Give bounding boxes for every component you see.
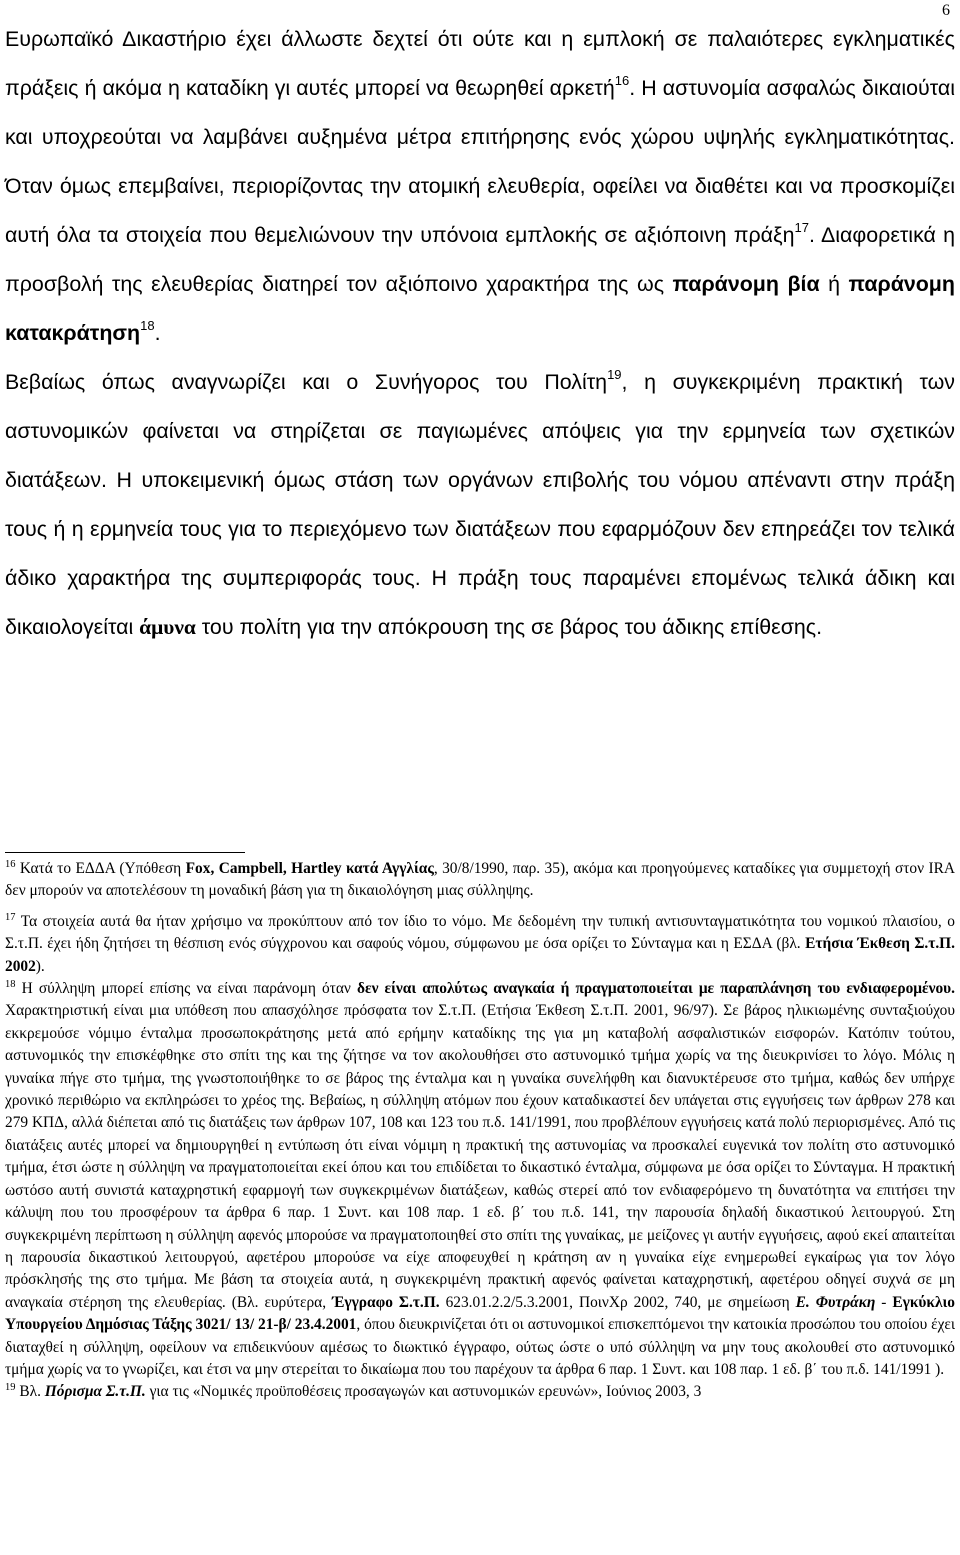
bold-term: παράνομη βία — [672, 272, 820, 296]
footnote-number: 17 — [5, 911, 16, 923]
text-run: Βεβαίως όπως αναγνωρίζει και ο Συνήγορος του Πολίτη — [5, 370, 608, 394]
text-run: , 30/8/1990, παρ. 35), ακόμα και προηγούμενες καταδίκες για συμμετοχή στον IRA δεν μπορούν να αποτελέσουν τη μοναδική βάση για τη δικαιολόγηση μιας σύλληψης. — [5, 860, 956, 900]
text-run: ). — [35, 957, 45, 975]
text-run: Βλ. — [15, 1383, 45, 1401]
text-run: , η συγκεκριμένη πρακτική των αστυνομικών φαίνεται να στηρίζεται σε παγιωμένες απόψεις για την ερμηνεία των σχετικών διατάξεων. Η υποκειμενική όμως στάση των οργάνων επιβολής του νόμου απέναντι στην πράξη τους ή η ερμηνεία τους για το περιεχόμενο των διατάξεων που εφαρμόζουν δεν επηρεάζει τον τελικά άδικο χαρακτήρα της συμπεριφοράς τους. Η πράξη τους παραμένει επομένως τελικά άδικη και δικαιολογείται — [5, 370, 955, 639]
footnote-17 — [5, 911, 955, 978]
text-run: . — [154, 321, 161, 345]
bold-term: παράνομη κατακράτηση — [5, 272, 955, 345]
footnote-number: 19 — [5, 1382, 16, 1394]
text-run: Ευρωπαϊκό Δικαστήριο έχει άλλωστε δεχτεί ότι ούτε και η εμπλοκή σε παλαιότερες εγκληματικές πράξεις ή ακόμα η καταδίκη γι αυτές μπορεί να θεωρηθεί αρκετή — [5, 27, 955, 100]
text-run: Χαρακτηριστική είναι μια υπόθεση που απασχόλησε πρόσφατα τον Σ.τ.Π. (Ετήσια Έκθεση Σ.τ.Π. 2001, 96/97). Σε βάρος ηλικιωμένης συνταξιούχου εκκρεμούσε νόμιμο ένταλμα προσωποκράτησης μετά από ερήμην καταδίκης της για μη καταβολή ασφαλιστικών εισφορών. Κατόπιν τούτου, αστυνομικός την επισκέφθηκε στο σπίτι της και της ζήτησε να τον ακολουθήσει στο αστυνομικό τμήμα χωρίς να της διευκρινίσει το λόγο. Μόλις η γυναίκα πήγε στο τμήμα, της γνωστοποιήθηκε το σε βάρος της ένταλμα και η γυναίκα συνελήφθη και διανυκτέρευσε στο τμήμα, καθώς δεν υπήρχε χρονικό περιθώριο να εκπληρώσει το χρέος της. Βεβαίως, η σύλληψη ατόμων που έχουν καταδικαστεί δεν υπάγεται στις εγγυήσεις των άρθρων 278 και 279 ΚΠΔ, αλλά διέπεται από τις διατάξεις των άρθρων 107, 108 και 123 του π.δ. 141/1991, που προβλέπουν εγγυήσεις κατά πολύ περιορισμένες. Από τις διατάξεις αυτές μπορεί να δημιουργηθεί η εντύπωση ότι είναι νόμιμη η πρακτική της αστυνομίας να προσκαλεί ευγενικά τον πολίτη στο αστυνομικό τμήμα, έτσι ώστε η σύλληψη να πραγματοποιείται εκεί όπου και του επιδίδεται το δικαστικό ένταλμα, σύμφωνα με όσα ορίζει το Σύνταγμα. Η πρακτική ωστόσο αυτή συνιστά καταχρηστική εφαρμογή των συγκεκριμένων διατάξεων, καθώς στερεί από τον ενδιαφερόμενο τη δυνατότητα να επιτήσει την κάλυψη που του προσφέρουν τα άρθρα 6 παρ. 1 Συντ. και 108 παρ. 1 εδ. β΄ του π.δ. 141, την παρουσία δηλαδή δικαστικού λειτουργού. Στη συγκεκριμένη περίπτωση η σύλληψη αφενός μπορούσε να πραγματοποιηθεί στο σπίτι της γυναίκας, με μείζονες γι αυτήν εγγυήσεις, αφού εκεί απαιτείται η παρουσία δικαστικού λειτουργού, αφετέρου μπορούσε να είχε αποφευχθεί η κράτηση αν η γυναίκα είχε ενημερωθεί εγκαίρως για τον λόγο πρόσκλησής της στο τμήμα. Με βάση τα στοιχεία αυτά, η συγκεκριμένη πρακτική αφενός φαίνεται καταχρηστική, αφετέρου οδηγεί συχνά σε μη αναγκαία στέρηση της ελευθερίας. (Βλ. ευρύτερα, — [5, 1002, 955, 1311]
footnote-number: 16 — [5, 858, 16, 870]
text-run: Η σύλληψη μπορεί επίσης να είναι παράνομη όταν — [15, 980, 357, 998]
text-run: ή — [819, 272, 849, 296]
text-run: Κατά το ΕΔΔΑ (Υπόθεση — [15, 860, 186, 877]
page-number: 6 — [942, 2, 950, 19]
text-run: για τις «Νομικές προϋποθέσεις προσαγωγών και αστυνομικών ερευνών», Ιούνιος 2003, 3 — [145, 1383, 702, 1401]
text-run: . Η αστυνομία ασφαλώς δικαιούται και υποχρεούται να λαμβάνει αυξημένα μέτρα επιτήρησης ενός χώρου υψηλής εγκληματικότητας. Όταν όμως επεμβαίνει, περιορίζοντας την ατομική ελευθερία, οφείλει να διαθέτει και να προσκομίζει αυτή όλα τα στοιχεία που θεμελιώνουν την υπόνοια εμπλοκής σε αξιόποινη πράξη — [5, 76, 955, 247]
footnote-ref-18[interactable]: 18 — [140, 317, 155, 333]
paragraph-2 — [5, 358, 955, 652]
bold-term: Έγγραφο Σ.τ.Π. — [332, 1293, 440, 1311]
footnote-18 — [5, 978, 955, 1381]
bold-term: Ετήσια Έκθεση Σ.τ.Π. 2002 — [5, 935, 955, 975]
footnote-19 — [5, 1381, 955, 1403]
bold-term: άμυνα — [139, 615, 196, 639]
footnote-16 — [5, 858, 955, 903]
footnote-ref-19[interactable]: 19 — [607, 366, 622, 382]
footnote-ref-17[interactable]: 17 — [794, 219, 809, 235]
footnote-number: 18 — [5, 978, 16, 990]
bold-italic-term: Ε. Φυτράκη — [795, 1293, 876, 1311]
text-run: Τα στοιχεία αυτά θα ήταν χρήσιμο να προκύπτουν από τον ίδιο το νόμο. Με δεδομένη την τυπική αντισυνταγματικότητα του νομικού πλαισίου, ο Σ.τ.Π. έχει ήδη ζητήσει τη θέσπιση ενός σύγχρονου και σαφούς νόμου, σύμφωνου με όσα ορίζει το Σύνταγμα και η ΕΣΔΑ (βλ. — [5, 912, 955, 953]
bold-term: δεν είναι απολύτως αναγκαία ή πραγματοποιείται με παραπλάνηση του ενδιαφερομένου. — [357, 980, 955, 998]
text-run: , όπου διευκρινίζεται ότι οι αστυνομικοί επισκεπτόμενοι την κατοικία προσώπου του οποίου έχει διαταχθεί η σύλληψη, οφείλουν να επιδεικνύουν αμέσως το διωκτικό έγγραφο, ούτως ώστε ο υπό σύλληψη να μην τους ακολουθεί στο αστυνομικό τμήμα χωρίς να το γνωρίζει, και έτσι να μην στερείται το δικαίωμα που του παρέχουν τα άρθρα 6 παρ. 1 Συντ. και 108 παρ. 1 εδ. β΄ του π.δ. 141/1991 ). — [5, 1316, 956, 1378]
bold-term: Fox, Campbell, Hartley κατά Αγγλίας — [185, 860, 434, 877]
text-run: του πολίτη για την απόκρουση της σε βάρος του άδικης επίθεσης. — [195, 615, 823, 639]
footnotes — [5, 858, 955, 1404]
bold-italic-term: Πόρισμα Σ.τ.Π. — [44, 1383, 146, 1401]
text-run: - — [875, 1293, 893, 1311]
main-text — [5, 15, 955, 652]
text-run: . Διαφορετικά η προσβολή της ελευθερίας διατηρεί τον αξιόποινο χαρακτήρα της ως — [5, 223, 955, 296]
text-run: 623.01.2.2/5.3.2001, ΠοινΧρ 2002, 740, με σημείωση — [439, 1293, 796, 1311]
paragraph-1 — [5, 15, 955, 358]
footnote-ref-16[interactable]: 16 — [614, 72, 630, 88]
bold-term: Εγκύκλιο Υπουργείου Δημόσιας Τάξης 3021/ 13/ 21-β/ 23.4.2001 — [5, 1293, 955, 1334]
footnote-separator — [5, 852, 245, 853]
